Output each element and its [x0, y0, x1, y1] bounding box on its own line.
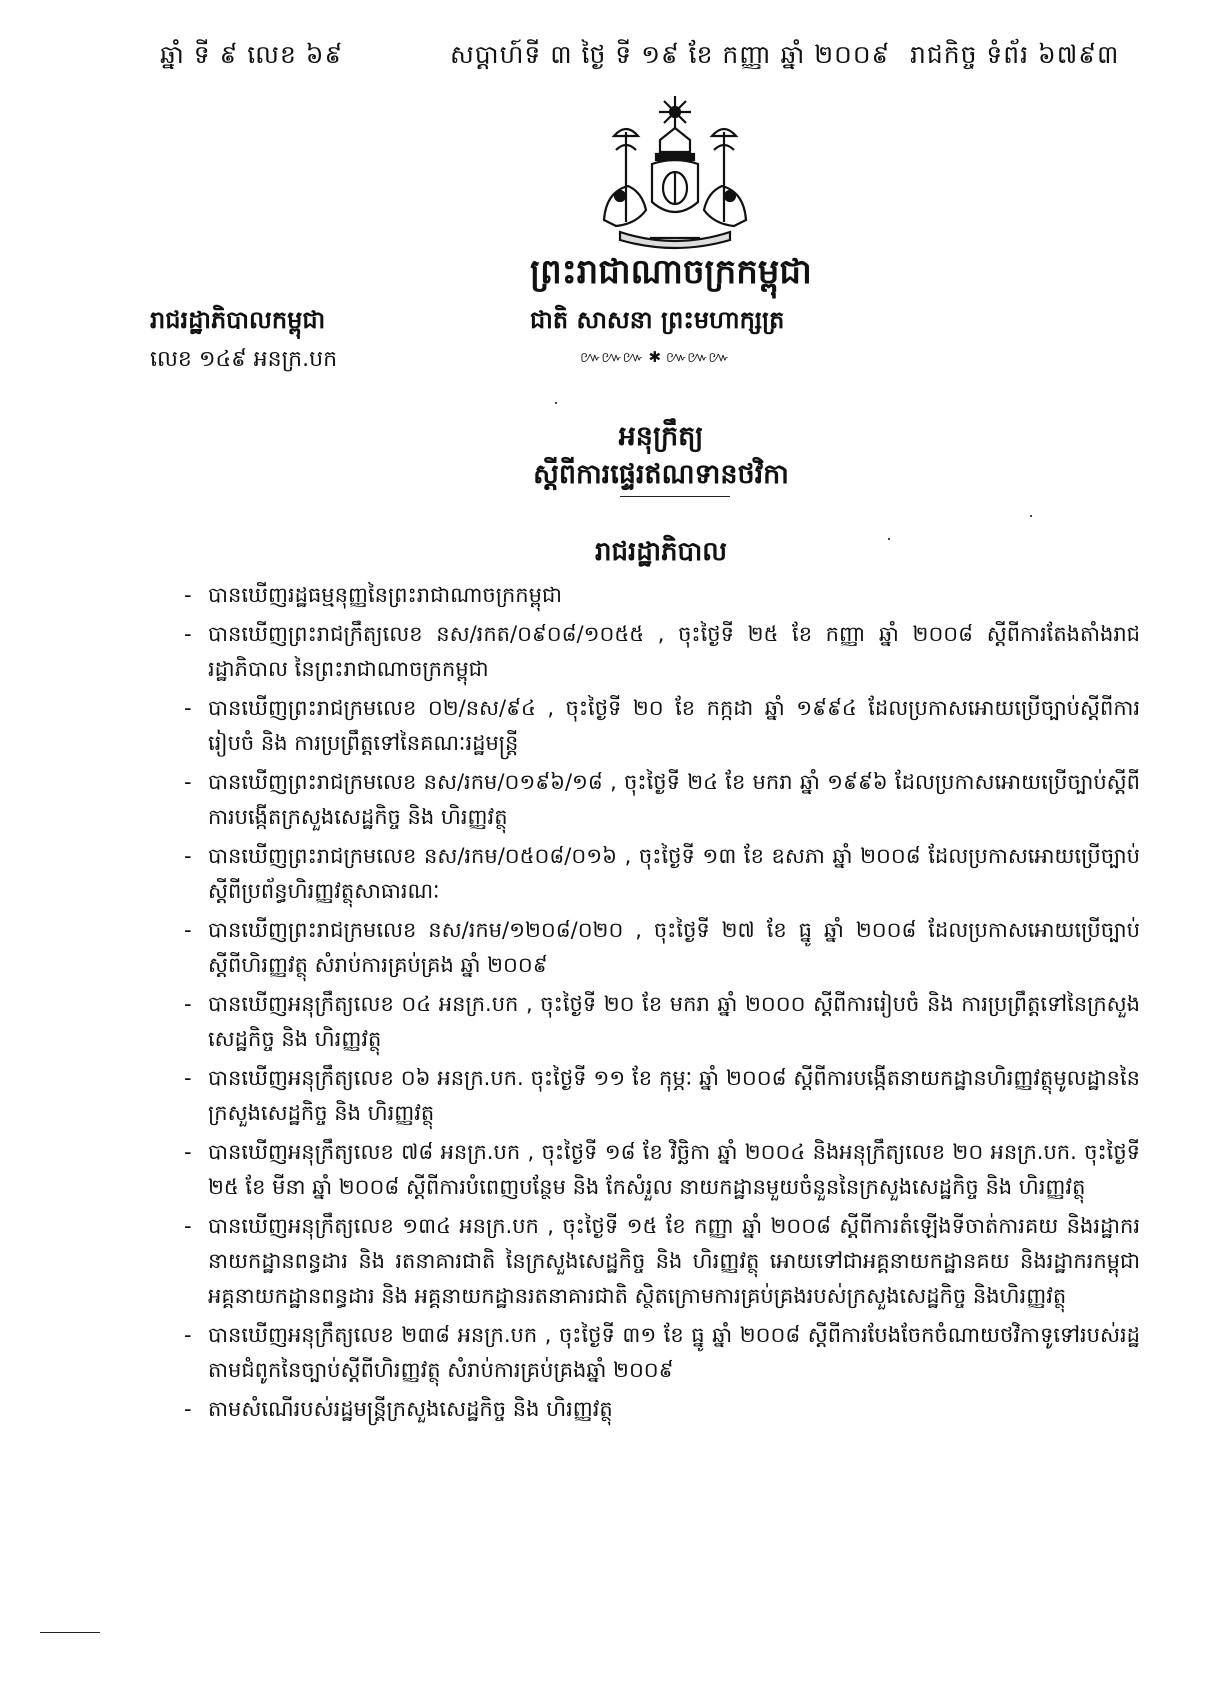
gazette-week-date: សប្តាហ៍ទី ៣ ថ្ងៃ ទី ១៩ ខែ កញ្ញា ឆ្នាំ ២០០៩: [450, 40, 891, 69]
gazette-page-number: រាជកិច្ច ទំព័រ ៦៧៩៣: [910, 40, 1120, 69]
clause-dash: -: [184, 1214, 192, 1238]
clause-dash: -: [184, 1140, 192, 1164]
gazette-year-issue: ឆ្នាំ ទី ៩ លេខ ៦៩: [160, 40, 344, 69]
clause-text: បានឃើញអនុក្រឹត្យលេខ ៧៨ អនក្រ.បក , ចុះថ្ងៃទី ១៨ ខែ វិច្ឆិកា ឆ្នាំ ២០០៤ និងអនុក្រឹត្យលេខ ២០ អនក្រ.បក. ចុះថ្ងៃទី ២៥ ខែ មីនា ឆ្នាំ ២០០៨ ស្តីពីការបំពេញបន្ថែម និង កែសំរួល នាយកដ្ឋានមួយចំនួននៃក្រសួងសេដ្ឋកិច្ច និង ហិរញ្ញវត្ថុ: [208, 1140, 1140, 1199]
motto-ornament: ៚៚៚ ✱ ៚៚៚: [580, 348, 730, 366]
clause-dash: -: [184, 1066, 192, 1090]
clause-dash: -: [184, 770, 192, 794]
clause-dash: -: [184, 1397, 192, 1421]
clause-text: បានឃើញព្រះរាជក្រមលេខ ០២/នស/៩៤ , ចុះថ្ងៃទី ២០ ខែ កក្កដា ឆ្នាំ ១៩៩៤ ដែលប្រកាសអោយប្រើច្បាប់ស្តីពីការរៀបចំ និង ការប្រព្រឹត្តទៅនៃគណៈរដ្ឋមន្ត្រី: [208, 696, 1140, 755]
clause-text: បានឃើញអនុក្រឹត្យលេខ ១៣៤ អនក្រ.បក , ចុះថ្ងៃទី ១៥ ខែ កញ្ញា ឆ្នាំ ២០០៨ ស្តីពីការតំឡើងទីចាត់ការគយ និងរដ្ឋាករ នាយកដ្ឋានពន្ធដារ និង រតនាគារជាតិ នៃក្រសួងសេដ្ឋកិច្ច និង ហិរញ្ញវត្ថុ អោយទៅជាអគ្គនាយកដ្ឋានគយ និងរដ្ឋាករកម្ពុជា អគ្គនាយកដ្ឋានពន្ធដារ និង អគ្គនាយកដ្ឋានរតនាគារជាតិ ស្ថិតក្រោមការគ្រប់គ្រងរបស់ក្រសួងសេដ្ឋកិច្ច និងហិរញ្ញវត្ថុ: [208, 1214, 1140, 1308]
clause-text: តាមសំណើរបស់រដ្ឋមន្ត្រីក្រសួងសេដ្ឋកិច្ច និង ហិរញ្ញវត្ថុ: [208, 1397, 613, 1421]
clause-dash: -: [184, 583, 192, 607]
clause-text: បានឃើញព្រះរាជក្រមលេខ នស/រកម/១២០៨/០២០ , ចុះថ្ងៃទី ២៧ ខែ ធ្នូ ឆ្នាំ ២០០៨ ដែលប្រកាសអោយប្រើច្បាប់ស្តីពីហិរញ្ញវត្ថុ សំរាប់ការគ្រប់គ្រង ឆ្នាំ ២០០៩: [208, 918, 1140, 977]
decree-number: លេខ ១៤៩ អនក្រ.បក: [150, 347, 338, 372]
clause-item: [180, 765, 1140, 835]
clause-item: [180, 1392, 1140, 1427]
royal-coat-of-arms-icon: [590, 92, 760, 252]
clause-dash: -: [184, 992, 192, 1016]
clause-item: [180, 913, 1140, 983]
document-subject: ស្តីពីការផ្ទេរឥណទានថវិកា: [533, 459, 789, 490]
clause-dash: -: [184, 1323, 192, 1347]
clause-dash: -: [184, 696, 192, 720]
clause-item: [180, 578, 1140, 613]
clause-item: [180, 617, 1140, 687]
preamble-clauses: [180, 578, 1140, 1431]
clause-dash: -: [184, 844, 192, 868]
clause-item: [180, 691, 1140, 761]
clause-text: បានឃើញព្រះរាជក្រមលេខ នស/រកម/០៥០៨/០១៦ , ចុះថ្ងៃទី ១៣ ខែ ឧសភា ឆ្នាំ ២០០៨ ដែលប្រកាសអោយប្រើច្បាប់ស្តីពីប្រព័ន្ធហិរញ្ញវត្ថុសាធារណៈ: [208, 844, 1140, 903]
clause-text: បានឃើញព្រះរាជក្រមលេខ នស/រកម/០១៩៦/១៨ , ចុះថ្ងៃទី ២៤ ខែ មករា ឆ្នាំ ១៩៩៦ ដែលប្រកាសអោយប្រើច្បាប់ស្តីពីការបង្កើតក្រសួងសេដ្ឋកិច្ច និង ហិរញ្ញវត្ថុ: [208, 770, 1140, 829]
clause-item: [180, 1135, 1140, 1205]
scan-speck: [1030, 515, 1032, 517]
issuing-authority: រាជរដ្ឋាភិបាលកម្ពុជា: [150, 306, 326, 334]
clause-dash: -: [184, 622, 192, 646]
clause-item: [180, 987, 1140, 1057]
kingdom-name: ព្រះរាជាណាចក្រកម្ពុជា: [530, 252, 812, 292]
scan-speck: [888, 538, 890, 540]
document-type: អនុក្រឹត្យ: [618, 421, 704, 452]
clause-text: បានឃើញអនុក្រឹត្យលេខ ០៤ អនក្រ.បក , ចុះថ្ងៃទី ២០ ខែ មករា ឆ្នាំ ២០០០ ស្តីពីការរៀបចំ និង ការប្រព្រឹត្តទៅនៃក្រសួង សេដ្ឋកិច្ច និង ហិរញ្ញវត្ថុ: [208, 992, 1140, 1051]
clause-dash: -: [184, 918, 192, 942]
clause-text: បានឃើញរដ្ឋធម្មនុញ្ញនៃព្រះរាជាណាចក្រកម្ពុជា: [208, 583, 562, 607]
clause-text: បានឃើញអនុក្រឹត្យលេខ ២៣៨ អនក្រ.បក , ចុះថ្ងៃទី ៣១ ខែ ធ្នូ ឆ្នាំ ២០០៨ ស្តីពីការបែងចែកចំណាយថវិកាទូទៅរបស់រដ្ឋតាមជំពូកនៃច្បាប់ស្តីពីហិរញ្ញវត្ថុ សំរាប់ការគ្រប់គ្រងឆ្នាំ ២០០៩: [208, 1323, 1140, 1382]
clause-item: [180, 1061, 1140, 1131]
clause-text: បានឃើញព្រះរាជក្រឹត្យលេខ នស/រកត/០៩០៨/១០៥៥ , ចុះថ្ងៃទី ២៥ ខែ កញ្ញា ឆ្នាំ ២០០៨ ស្តីពីការតែងតាំងរាជរដ្ឋាភិបាល នៃព្រះរាជាណាចក្រកម្ពុជា: [208, 622, 1140, 681]
clause-item: [180, 839, 1140, 909]
national-motto: ជាតិ សាសនា ព្រះមហាក្សត្រ: [530, 306, 785, 334]
clause-item: [180, 1318, 1140, 1388]
clause-item: [180, 1209, 1140, 1314]
clause-text: បានឃើញអនុក្រឹត្យលេខ ០៦ អនក្រ.បក. ចុះថ្ងៃទី ១១ ខែ កុម្ភៈ ឆ្នាំ ២០០៨ ស្តីពីការបង្កើតនាយកដ្ឋានហិរញ្ញវត្ថុមូលដ្ឋាននៃក្រសួងសេដ្ឋកិច្ច និង ហិរញ្ញវត្ថុ: [208, 1066, 1140, 1125]
subject-underline: [620, 496, 730, 497]
preamble-heading: រាជរដ្ឋាភិបាល: [594, 537, 728, 567]
scan-speck: [555, 402, 557, 404]
footnote-rule: [40, 1632, 100, 1633]
